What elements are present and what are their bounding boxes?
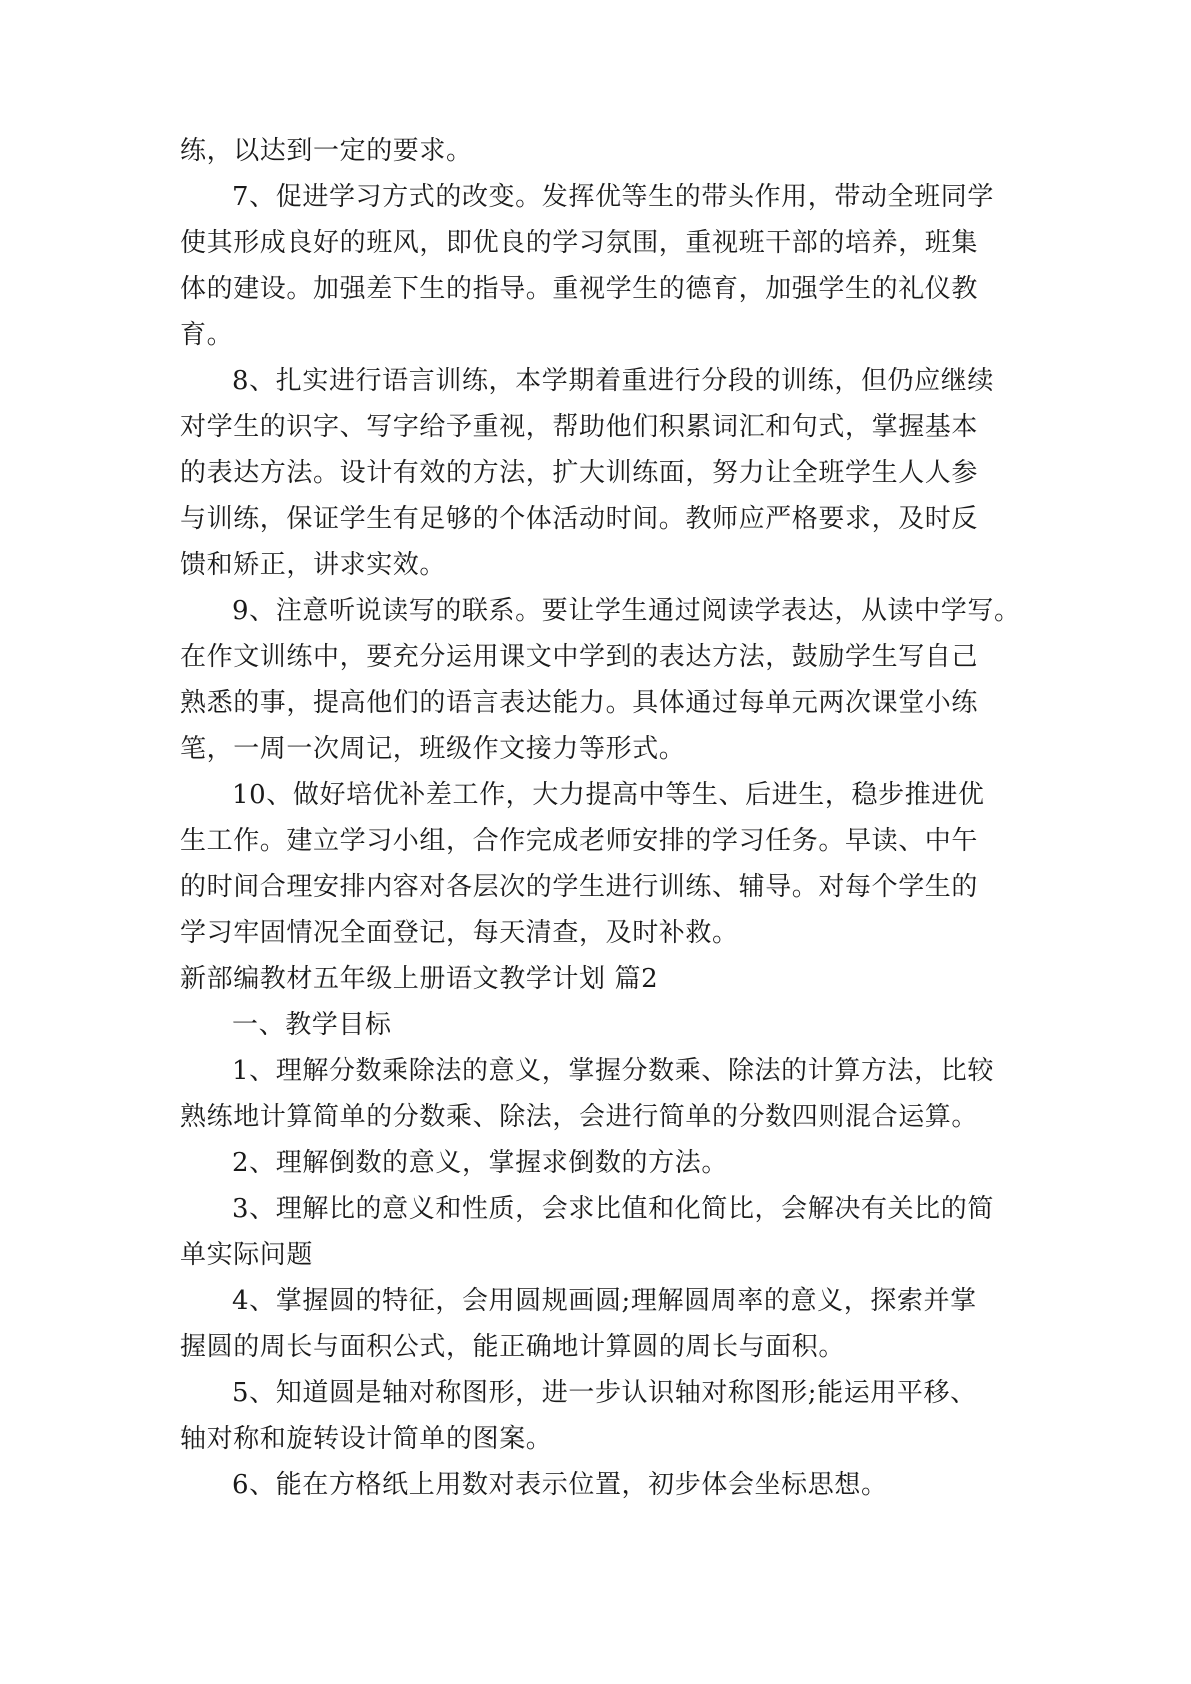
text-line: 握圆的周长与面积公式，能正确地计算圆的周长与面积。 [180,1332,846,1362]
text-line: 的表达方法。设计有效的方法，扩大训练面，努力让全班学生人人参 [180,458,979,488]
paragraph-item-10: 10、做好培优补差工作，大力提高中等生、后进生，稳步推进优 [232,780,985,810]
text-line: 使其形成良好的班风，即优良的学习氛围，重视班干部的培养，班集 [180,228,979,258]
text-line: 笔，一周一次周记，班级作文接力等形式。 [180,734,686,764]
goal-item-2: 2、理解倒数的意义，掌握求倒数的方法。 [232,1148,728,1178]
text-line: 育。 [180,320,234,350]
text-line: 生工作。建立学习小组，合作完成老师安排的学习任务。早读、中午 [180,826,979,856]
text-line: 馈和矫正，讲求实效。 [180,550,447,580]
goal-item-5: 5、知道圆是轴对称图形，进一步认识轴对称图形;能运用平移、 [232,1378,977,1408]
goal-item-3: 3、理解比的意义和性质，会求比值和化简比，会解决有关比的简 [232,1194,994,1224]
text-line: 熟悉的事，提高他们的语言表达能力。具体通过每单元两次课堂小练 [180,688,979,718]
text-line: 体的建设。加强差下生的指导。重视学生的德育，加强学生的礼仪教 [180,274,979,304]
text-line: 与训练，保证学生有足够的个体活动时间。教师应严格要求，及时反 [180,504,979,534]
goal-item-6: 6、能在方格纸上用数对表示位置，初步体会坐标思想。 [232,1470,888,1500]
section-heading: 新部编教材五年级上册语文教学计划 篇2 [180,964,659,994]
text-line: 单实际问题 [180,1240,314,1270]
paragraph-item-7: 7、促进学习方式的改变。发挥优等生的带头作用，带动全班同学 [232,182,994,212]
goal-item-1: 1、理解分数乘除法的意义，掌握分数乘、除法的计算方法，比较 [232,1056,994,1086]
paragraph-item-8: 8、扎实进行语言训练，本学期着重进行分段的训练，但仍应继续 [232,366,994,396]
text-line: 的时间合理安排内容对各层次的学生进行训练、辅导。对每个学生的 [180,872,979,902]
text-line: 练，以达到一定的要求。 [180,136,473,166]
text-line: 轴对称和旋转设计简单的图案。 [180,1424,553,1454]
subsection-heading: 一、教学目标 [232,1010,392,1040]
text-line: 在作文训练中，要充分运用课文中学到的表达方法，鼓励学生写自己 [180,642,979,672]
text-line: 对学生的识字、写字给予重视，帮助他们积累词汇和句式，掌握基本 [180,412,979,442]
text-line: 熟练地计算简单的分数乘、除法，会进行简单的分数四则混合运算。 [180,1102,979,1132]
document-page [180,128,1020,1508]
text-line: 学习牢固情况全面登记，每天清查，及时补救。 [180,918,739,948]
goal-item-4: 4、掌握圆的特征，会用圆规画圆;理解圆周率的意义，探索并掌 [232,1286,977,1316]
paragraph-item-9: 9、注意听说读写的联系。要让学生通过阅读学表达，从读中学写。 [232,596,1021,626]
